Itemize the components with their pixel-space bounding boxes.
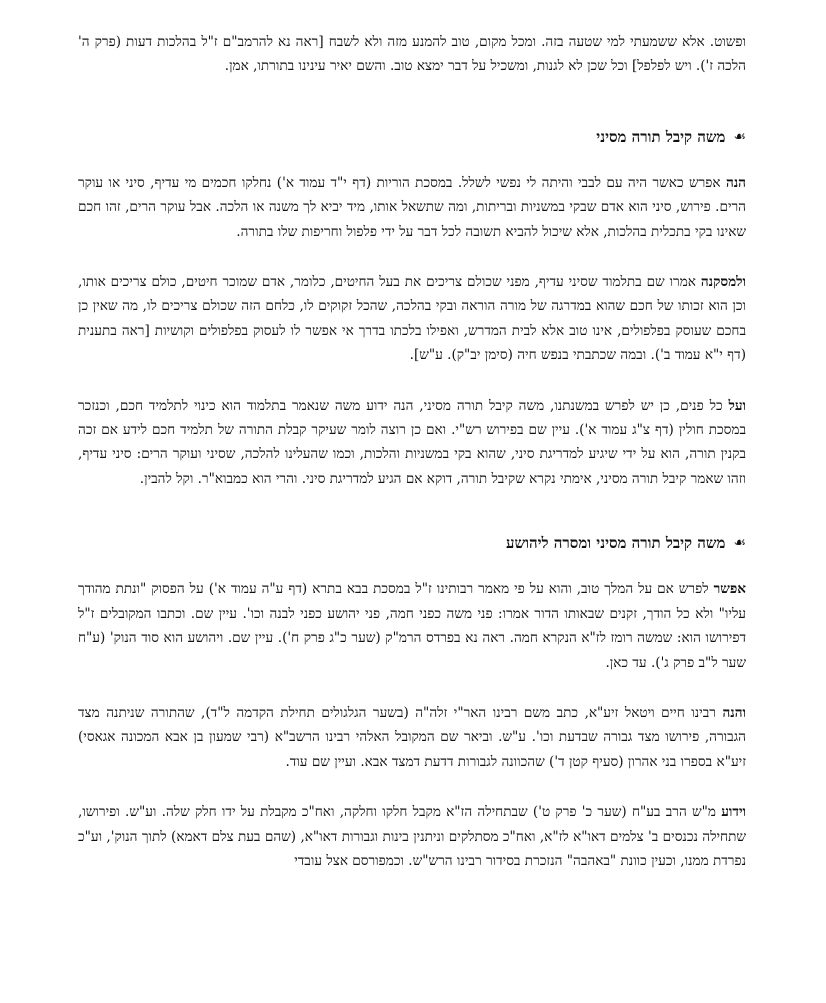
section-paragraph: [78, 800, 746, 873]
paragraph-lead: הנה: [725, 174, 746, 191]
section-heading: [78, 125, 746, 149]
paragraph-text: לפרש אם על המלך טוב, והוא על פי מאמר רבותינו ז"ל במסכת בבא בתרא (דף ע"ה עמוד א') על הפסוק "ונתת מהודך עליו" ולא כל הודך, זקנים שבאותו הדור אמרו: פני משה כפני חמה, פני יהושע כפני לבנה וכו'. עיין שם. וכתבו המקובלים ז"ל דפירושו הוא: שמשה רומז לז"א הנקרא חמה. ראה נא בפרדס הרמ"ק (שער כ"ג פרק ח'). עיין שם. ויהושע הוא סוד הנוק' (ע"ח שער ל"ב פרק ג'). עד כאן.: [78, 581, 746, 671]
section-heading: [78, 531, 746, 555]
paragraph-text: ופשוט. אלא ששמעתי למי שטעה בזה. ומכל מקום, טוב להמנע מזה ולא לשבח [ראה נא להרמב"ם ז"ל בהלכות דעות (פרק ה' הלכה ז'). ויש לפלפל] וכל שכן לא לגנות, ומשכיל על דבר ימצא טוב. והשם יאיר עינינו בתורתו, אמן.: [78, 34, 746, 75]
section-paragraph: [78, 270, 746, 368]
section-paragraph: [78, 171, 746, 244]
paragraph-text: כל פנים, כן יש לפרש במשנתנו, משה קיבל תורה מסיני, הנה ידוע משה שנאמר בתלמוד הוא כינוי לתלמיד חכם, וכנזכר במסכת חולין (דף צ"ג עמוד א'). עיין שם בפירוש רש"י. ואם כן רוצה לומר שעיקר קבלת התורה של תלמיד חכם לידע אם זכה בקנין תורה, הוא על ידי שיגיע למדריגת סיני, שהוא בקי במשניות והלכות, וכמו שהעלינו להלכה, שסיני ועוקר הרים: סיני עדיף, וזהו שאמר קיבל תורה מסיני, אימתי נקרא שקיבל תורה, דוקא אם הגיע למדריגת סיני. והרי הוא כמבוא"ר. וקל להבין.: [78, 397, 746, 487]
section-paragraph: [78, 394, 746, 492]
section-paragraph: [78, 701, 746, 774]
opening-paragraph: [78, 30, 746, 79]
document-page: [78, 30, 746, 873]
section-title: משה קיבל תורה מסיני ומסרה ליהושע: [506, 534, 726, 553]
paragraph-lead: ועל: [728, 397, 746, 414]
paragraph-lead: וידוע: [721, 804, 746, 821]
section-title: משה קיבל תורה מסיני: [596, 127, 726, 146]
fleuron-icon: ☙: [733, 535, 746, 552]
paragraph-text: מ"ש הרב בע"ח (שער כ' פרק ט') שבתחילה הז"א מקבל חלקו וחלקה, ואח"כ מקבלת על ידו חלק שלה. וע"ש. ופירושו, שתחילה נכנסים ב' צלמים דאו"א לז"א, ואח"כ מסתלקים וניתנין בינות וגבורות דאו"א, (שהם בעת צלם דאמא) לתוך הנוק', וע"כ נפרדת ממנו, וכעין כוונת "באהבה" הנזכרת בסידור רבינו הרש"ש. וכמפורסם אצל עובדי: [78, 804, 746, 869]
section-paragraph: [78, 577, 746, 675]
fleuron-icon: ☙: [733, 128, 746, 145]
paragraph-text: רבינו חיים ויטאל זיע"א, כתב משם רבינו האר"י זלה"ה (בשער הגלגולים תחילת הקדמה ל"ד), שהתורה שניתנה מצד הגבורה, פירושו מצד גבורה שבדעת וכו'. ע"ש. וביאר שם המקובל האלהי רבינו הרשב"א (רבי שמעון בן אבא המכונה אגאסי) זיע"א בספרו בני אהרון (סעיף קטן ד') שהכוונה לגבורות דדעת דמצד אבא. ועיין שם עוד.: [78, 704, 746, 770]
paragraph-lead: אפשר: [713, 581, 746, 598]
paragraph-text: אמרו שם בתלמוד שסיני עדיף, מפני שכולם צריכים את בעל החיטים, כלומר, אדם שמוכר חיטים, כולם צריכים אותו, וכן הוא זכותו של חכם שהוא במדרגה של מורה הוראה ובקי בהלכה, שהכל זקוקים לו, כלחם הזה שכולם צריכים לו, מה שאין כן בחכם שעוסק בפלפולים, אינו טוב אלא לבית המדרש, ואפילו בלכתו בדרך אי אפשר לו לעסוק בפלפולים וקושיות [ראה בתענית (דף י"א עמוד ב'). ובמה שכתבתי בנפש חיה (סימן יב"ק). ע"ש].: [78, 274, 746, 364]
paragraph-text: אפרש כאשר היה עם לבבי והיתה לי נפשי לשלל. במסכת הוריות (דף י"ד עמוד א') נחלקו חכמים מי עדיף, סיני או עוקר הרים. פירוש, סיני הוא אדם שבקי במשניות ובריתות, ומה שתשאל אותו, מיד יביא לך משנה או הלכה. אבל עוקר הרים, זהו חכם שאינו בקי בתכלית בהלכות, אלא שיכול להביא תשובה לכל דבר על ידי פלפול וחריפות שלו בתורה.: [78, 174, 746, 240]
paragraph-lead: ולמסקנה: [700, 274, 746, 291]
paragraph-lead: והנה: [722, 704, 746, 721]
